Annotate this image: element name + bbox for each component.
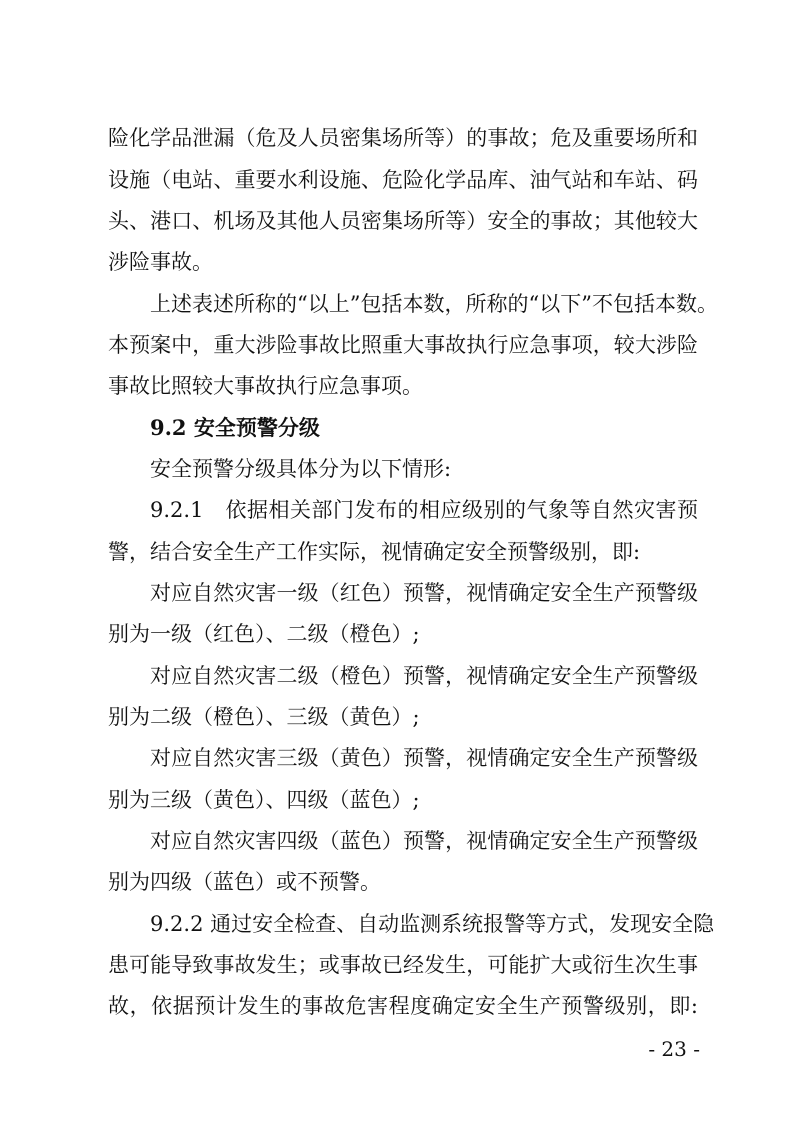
paragraph-line: 别为三级（黄色）、四级（蓝色）; (108, 788, 420, 812)
page-number: - 23 - (648, 1037, 700, 1061)
paragraph-line: 9.2.2 通过安全检查、自动监测系统报警等方式，发现安全隐 (150, 912, 715, 936)
paragraph-line: 9.2.1 依据相关部门发布的相应级别的气象等自然灾害预 (150, 498, 698, 522)
paragraph-line: 上述表述所称的“以上”包括本数，所称的“以下”不包括本数。 (150, 292, 718, 316)
paragraph-line: 设施（电站、重要水利设施、危险化学品库、油气站和车站、码 (108, 168, 698, 192)
paragraph-line: 涉险事故。 (108, 250, 213, 274)
paragraph-line: 对应自然灾害三级（黄色）预警，视情确定安全生产预警级 (150, 746, 698, 770)
paragraph-line: 患可能导致事故发生；或事故已经发生，可能扩大或衍生次生事 (108, 953, 698, 977)
paragraph-line: 本预案中，重大涉险事故比照重大事故执行应急事项，较大涉险 (108, 333, 698, 357)
paragraph-line: 警，结合安全生产工作实际，视情确定安全预警级别，即: (108, 540, 641, 564)
paragraph-line: 别为一级（红色）、二级（橙色）; (108, 622, 420, 646)
paragraph-line: 险化学品泄漏（危及人员密集场所等）的事故；危及重要场所和 (108, 126, 698, 150)
paragraph-line: 对应自然灾害一级（红色）预警，视情确定安全生产预警级 (150, 581, 698, 605)
paragraph-line: 安全预警分级具体分为以下情形: (150, 457, 452, 481)
section-heading: 9.2 安全预警分级 (150, 415, 320, 440)
paragraph-line: 事故比照较大事故执行应急事项。 (108, 374, 423, 398)
paragraph-line: 对应自然灾害四级（蓝色）预警，视情确定安全生产预警级 (150, 829, 698, 853)
paragraph-line: 对应自然灾害二级（橙色）预警，视情确定安全生产预警级 (150, 664, 698, 688)
paragraph-line: 别为二级（橙色）、三级（黄色）; (108, 705, 420, 729)
paragraph-line: 别为四级（蓝色）或不预警。 (108, 870, 381, 894)
paragraph-line: 故，依据预计发生的事故危害程度确定安全生产预警级别，即: (108, 994, 698, 1018)
paragraph-line: 头、港口、机场及其他人员密集场所等）安全的事故；其他较大 (108, 209, 698, 233)
